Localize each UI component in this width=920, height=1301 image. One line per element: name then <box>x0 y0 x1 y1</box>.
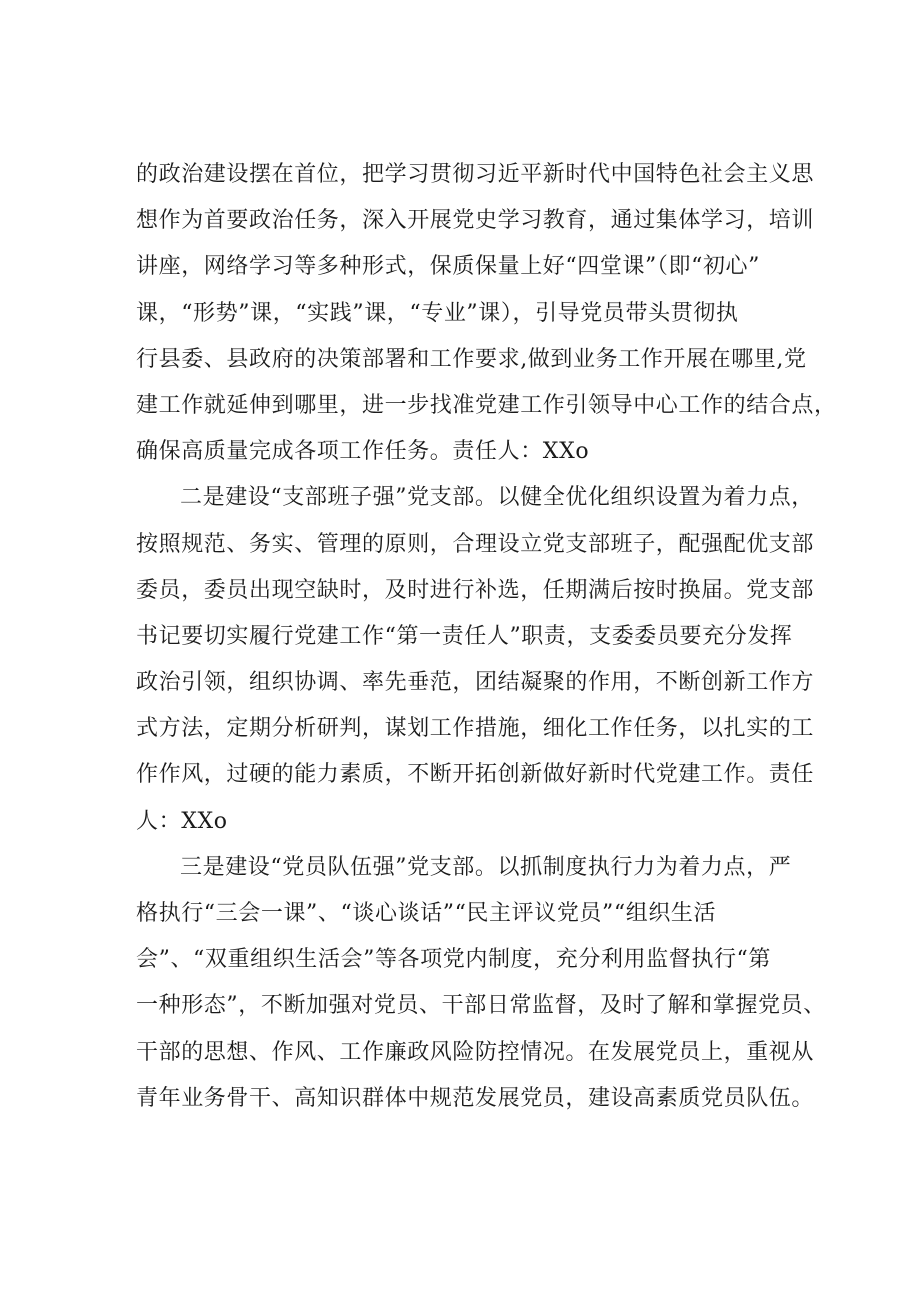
paragraph-2-line-5: 政治引领，组织协调、率先垂范，团结凝聚的作用，不断创新工作方 <box>136 670 815 696</box>
paragraph-3-line-6: 青年业务骨干、高知识群体中规范发展党员，建设高素质党员队伍。 <box>136 1085 815 1111</box>
paragraph-1-line-6: 建工作就延伸到哪里，进一步找准党建工作引领导中心工作的结合点， <box>136 392 837 418</box>
paragraph-2-line-3: 委员，委员出现空缺时，及时进行补选，任期满后按时换届。党支部 <box>136 577 815 603</box>
paragraph-3-line-3: 会”、“双重组织生活会”等各项党内制度，充分利用监督执行“第 <box>136 947 771 973</box>
paragraph-3-line-2: 格执行“三会一课”、“谈心谈话”“民主评议党员”“组织生活 <box>136 901 717 926</box>
paragraph-1-line-7: 确保高质量完成各项工作任务。责任人：XXo <box>136 439 590 465</box>
paragraph-1-line-3: 讲座，网络学习等多种形式，保质保量上好“四堂课”（即“初心” <box>136 254 760 280</box>
paragraph-1-line-1: 的政治建设摆在首位，把学习贯彻习近平新时代中国特色社会主义思 <box>136 162 815 187</box>
paragraph-3-line-5: 干部的思想、作风、工作廉政风险防控情况。在发展党员上，重视从 <box>136 1039 815 1065</box>
paragraph-2-line-4: 书记要切实履行党建工作“第一责任人”职责，支委委员要充分发挥 <box>136 623 793 649</box>
paragraph-3 <box>136 845 826 1122</box>
paragraph-1-line-4: 课，“形势”课，“实践”课，“专业”课），引导党员带头贯彻执 <box>136 300 739 326</box>
paragraph-2-line-1: 二是建设“支部班子强”党支部。以健全优化组织设置为着力点， <box>180 485 814 511</box>
paragraph-2 <box>136 475 815 845</box>
paragraph-2-line-2: 按照规范、务实、管理的原则，合理设立党支部班子，配强配优支部 <box>136 531 815 557</box>
paragraph-2-line-7: 作作风，过硬的能力素质，不断开拓创新做好新时代党建工作。责任 <box>136 762 815 788</box>
paragraph-1-line-5: 行县委、县政府的决策部署和工作要求,做到业务工作开展在哪里,党 <box>136 346 807 372</box>
paragraph-3-line-4: 一种形态”，不断加强对党员、干部日常监督，及时了解和掌握党员、 <box>136 993 826 1019</box>
paragraph-2-line-6: 式方法，定期分析研判，谋划工作措施，细化工作任务，以扎实的工 <box>136 716 815 742</box>
document-body <box>136 152 837 1122</box>
paragraph-1-line-2: 想作为首要政治任务，深入开展党史学习教育，通过集体学习，培训 <box>136 208 815 234</box>
paragraph-1 <box>136 152 837 475</box>
paragraph-3-line-1: 三是建设“党员队伍强”党支部。以抓制度执行力为着力点，严 <box>180 854 792 880</box>
paragraph-2-line-8: 人：XXo <box>136 808 228 834</box>
